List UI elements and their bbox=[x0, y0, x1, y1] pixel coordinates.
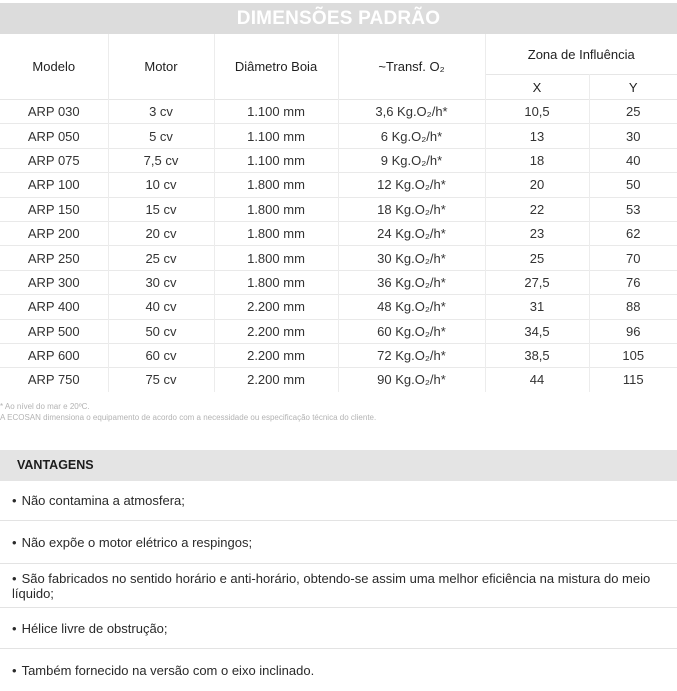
cell-x: 23 bbox=[485, 221, 589, 245]
table-row bbox=[0, 343, 677, 367]
cell-x: 25 bbox=[485, 246, 589, 270]
bullet-icon: • bbox=[12, 570, 17, 586]
cell-transf: 9 Kg.O₂/h* bbox=[338, 148, 485, 172]
header-x: X bbox=[485, 75, 589, 100]
cell-modelo: ARP 100 bbox=[0, 173, 108, 197]
table-body bbox=[0, 100, 677, 392]
cell-motor: 30 cv bbox=[108, 270, 214, 294]
header-modelo: Modelo bbox=[0, 34, 108, 100]
cell-modelo: ARP 500 bbox=[0, 319, 108, 343]
bullet-icon: • bbox=[12, 493, 17, 508]
cell-modelo: ARP 200 bbox=[0, 221, 108, 245]
cell-diametro: 1.800 mm bbox=[214, 270, 338, 294]
cell-transf: 18 Kg.O₂/h* bbox=[338, 197, 485, 221]
dimensions-table bbox=[0, 34, 677, 392]
cell-modelo: ARP 750 bbox=[0, 368, 108, 392]
cell-y: 70 bbox=[589, 246, 677, 270]
cell-transf: 3,6 Kg.O₂/h* bbox=[338, 100, 485, 124]
cell-diametro: 1.100 mm bbox=[214, 124, 338, 148]
cell-y: 40 bbox=[589, 148, 677, 172]
cell-diametro: 1.800 mm bbox=[214, 246, 338, 270]
cell-transf: 30 Kg.O₂/h* bbox=[338, 246, 485, 270]
table-row bbox=[0, 295, 677, 319]
cell-motor: 50 cv bbox=[108, 319, 214, 343]
cell-diametro: 1.100 mm bbox=[214, 148, 338, 172]
table-row bbox=[0, 148, 677, 172]
cell-x: 27,5 bbox=[485, 270, 589, 294]
cell-x: 34,5 bbox=[485, 319, 589, 343]
list-item-text: Não expõe o motor elétrico a respingos; bbox=[21, 534, 253, 550]
vantagens-list bbox=[0, 481, 677, 691]
cell-motor: 60 cv bbox=[108, 343, 214, 367]
table-row bbox=[0, 270, 677, 294]
footnote-line: * Ao nível do mar e 20ºC. bbox=[0, 402, 90, 411]
cell-modelo: ARP 150 bbox=[0, 197, 108, 221]
footnotes bbox=[0, 401, 677, 423]
table-row bbox=[0, 368, 677, 392]
cell-modelo: ARP 300 bbox=[0, 270, 108, 294]
cell-x: 20 bbox=[485, 173, 589, 197]
cell-y: 76 bbox=[589, 270, 677, 294]
header-zona: Zona de Influência bbox=[527, 46, 635, 62]
cell-motor: 3 cv bbox=[108, 100, 214, 124]
list-item bbox=[0, 481, 677, 521]
header-diametro: Diâmetro Boia bbox=[214, 34, 338, 100]
cell-y: 50 bbox=[589, 173, 677, 197]
cell-motor: 20 cv bbox=[108, 221, 214, 245]
table-row bbox=[0, 100, 677, 124]
cell-x: 44 bbox=[485, 368, 589, 392]
cell-x: 38,5 bbox=[485, 343, 589, 367]
table-row bbox=[0, 173, 677, 197]
table-row bbox=[0, 221, 677, 245]
cell-x: 31 bbox=[485, 295, 589, 319]
table-row bbox=[0, 197, 677, 221]
cell-diametro: 1.100 mm bbox=[214, 100, 338, 124]
vantagens-header bbox=[0, 450, 677, 481]
list-item-body: São fabricados no sentido horário e anti-horário, obtendo-se assim uma melhor eficiência na mistura do meio líquido; bbox=[12, 570, 651, 601]
cell-diametro: 1.800 mm bbox=[214, 173, 338, 197]
list-item-text: Hélice livre de obstrução; bbox=[21, 620, 168, 636]
cell-motor: 7,5 cv bbox=[108, 148, 214, 172]
cell-transf: 6 Kg.O₂/h* bbox=[338, 124, 485, 148]
header-transf: ~Transf. O₂ bbox=[338, 34, 485, 100]
cell-modelo: ARP 400 bbox=[0, 295, 108, 319]
list-item-text: Não contamina a atmosfera; bbox=[21, 493, 185, 508]
cell-diametro: 1.800 mm bbox=[214, 197, 338, 221]
cell-modelo: ARP 600 bbox=[0, 343, 108, 367]
cell-diametro: 1.800 mm bbox=[214, 221, 338, 245]
cell-y: 62 bbox=[589, 221, 677, 245]
cell-transf: 72 Kg.O₂/h* bbox=[338, 343, 485, 367]
cell-y: 88 bbox=[589, 295, 677, 319]
bullet-icon: • bbox=[12, 534, 17, 550]
bullet-icon: • bbox=[12, 620, 17, 636]
cell-diametro: 2.200 mm bbox=[214, 368, 338, 392]
list-item bbox=[0, 608, 677, 649]
list-item bbox=[0, 564, 677, 608]
footnote-line: A ECOSAN dimensiona o equipamento de acordo com a necessidade ou especificação técnica do cliente. bbox=[0, 413, 377, 422]
cell-diametro: 2.200 mm bbox=[214, 295, 338, 319]
cell-y: 96 bbox=[589, 319, 677, 343]
cell-motor: 10 cv bbox=[108, 173, 214, 197]
cell-transf: 60 Kg.O₂/h* bbox=[338, 319, 485, 343]
table-row bbox=[0, 246, 677, 270]
cell-transf: 36 Kg.O₂/h* bbox=[338, 270, 485, 294]
cell-x: 10,5 bbox=[485, 100, 589, 124]
list-item-text: Também fornecido na versão com o eixo inclinado. bbox=[21, 662, 315, 678]
header-motor: Motor bbox=[108, 34, 214, 100]
cell-modelo: ARP 075 bbox=[0, 148, 108, 172]
cell-y: 105 bbox=[589, 343, 677, 367]
cell-transf: 24 Kg.O₂/h* bbox=[338, 221, 485, 245]
cell-y: 30 bbox=[589, 124, 677, 148]
cell-motor: 25 cv bbox=[108, 246, 214, 270]
cell-motor: 40 cv bbox=[108, 295, 214, 319]
cell-y: 115 bbox=[589, 368, 677, 392]
cell-x: 13 bbox=[485, 124, 589, 148]
cell-diametro: 2.200 mm bbox=[214, 319, 338, 343]
cell-transf: 90 Kg.O₂/h* bbox=[338, 368, 485, 392]
cell-modelo: ARP 030 bbox=[0, 100, 108, 124]
list-item bbox=[0, 521, 677, 564]
bullet-icon: • bbox=[12, 662, 17, 678]
cell-diametro: 2.200 mm bbox=[214, 343, 338, 367]
cell-motor: 5 cv bbox=[108, 124, 214, 148]
table-row bbox=[0, 319, 677, 343]
cell-transf: 12 Kg.O₂/h* bbox=[338, 173, 485, 197]
header-y: Y bbox=[589, 75, 677, 100]
cell-modelo: ARP 050 bbox=[0, 124, 108, 148]
cell-motor: 15 cv bbox=[108, 197, 214, 221]
cell-x: 22 bbox=[485, 197, 589, 221]
cell-motor: 75 cv bbox=[108, 368, 214, 392]
cell-y: 25 bbox=[589, 100, 677, 124]
cell-y: 53 bbox=[589, 197, 677, 221]
table-row bbox=[0, 124, 677, 148]
list-item-text bbox=[12, 571, 671, 601]
list-item bbox=[0, 649, 677, 691]
cell-modelo: ARP 250 bbox=[0, 246, 108, 270]
cell-x: 18 bbox=[485, 148, 589, 172]
cell-transf: 48 Kg.O₂/h* bbox=[338, 295, 485, 319]
page-title: DIMENSÕES PADRÃO bbox=[0, 3, 677, 34]
vantagens-title: VANTAGENS bbox=[17, 458, 94, 472]
